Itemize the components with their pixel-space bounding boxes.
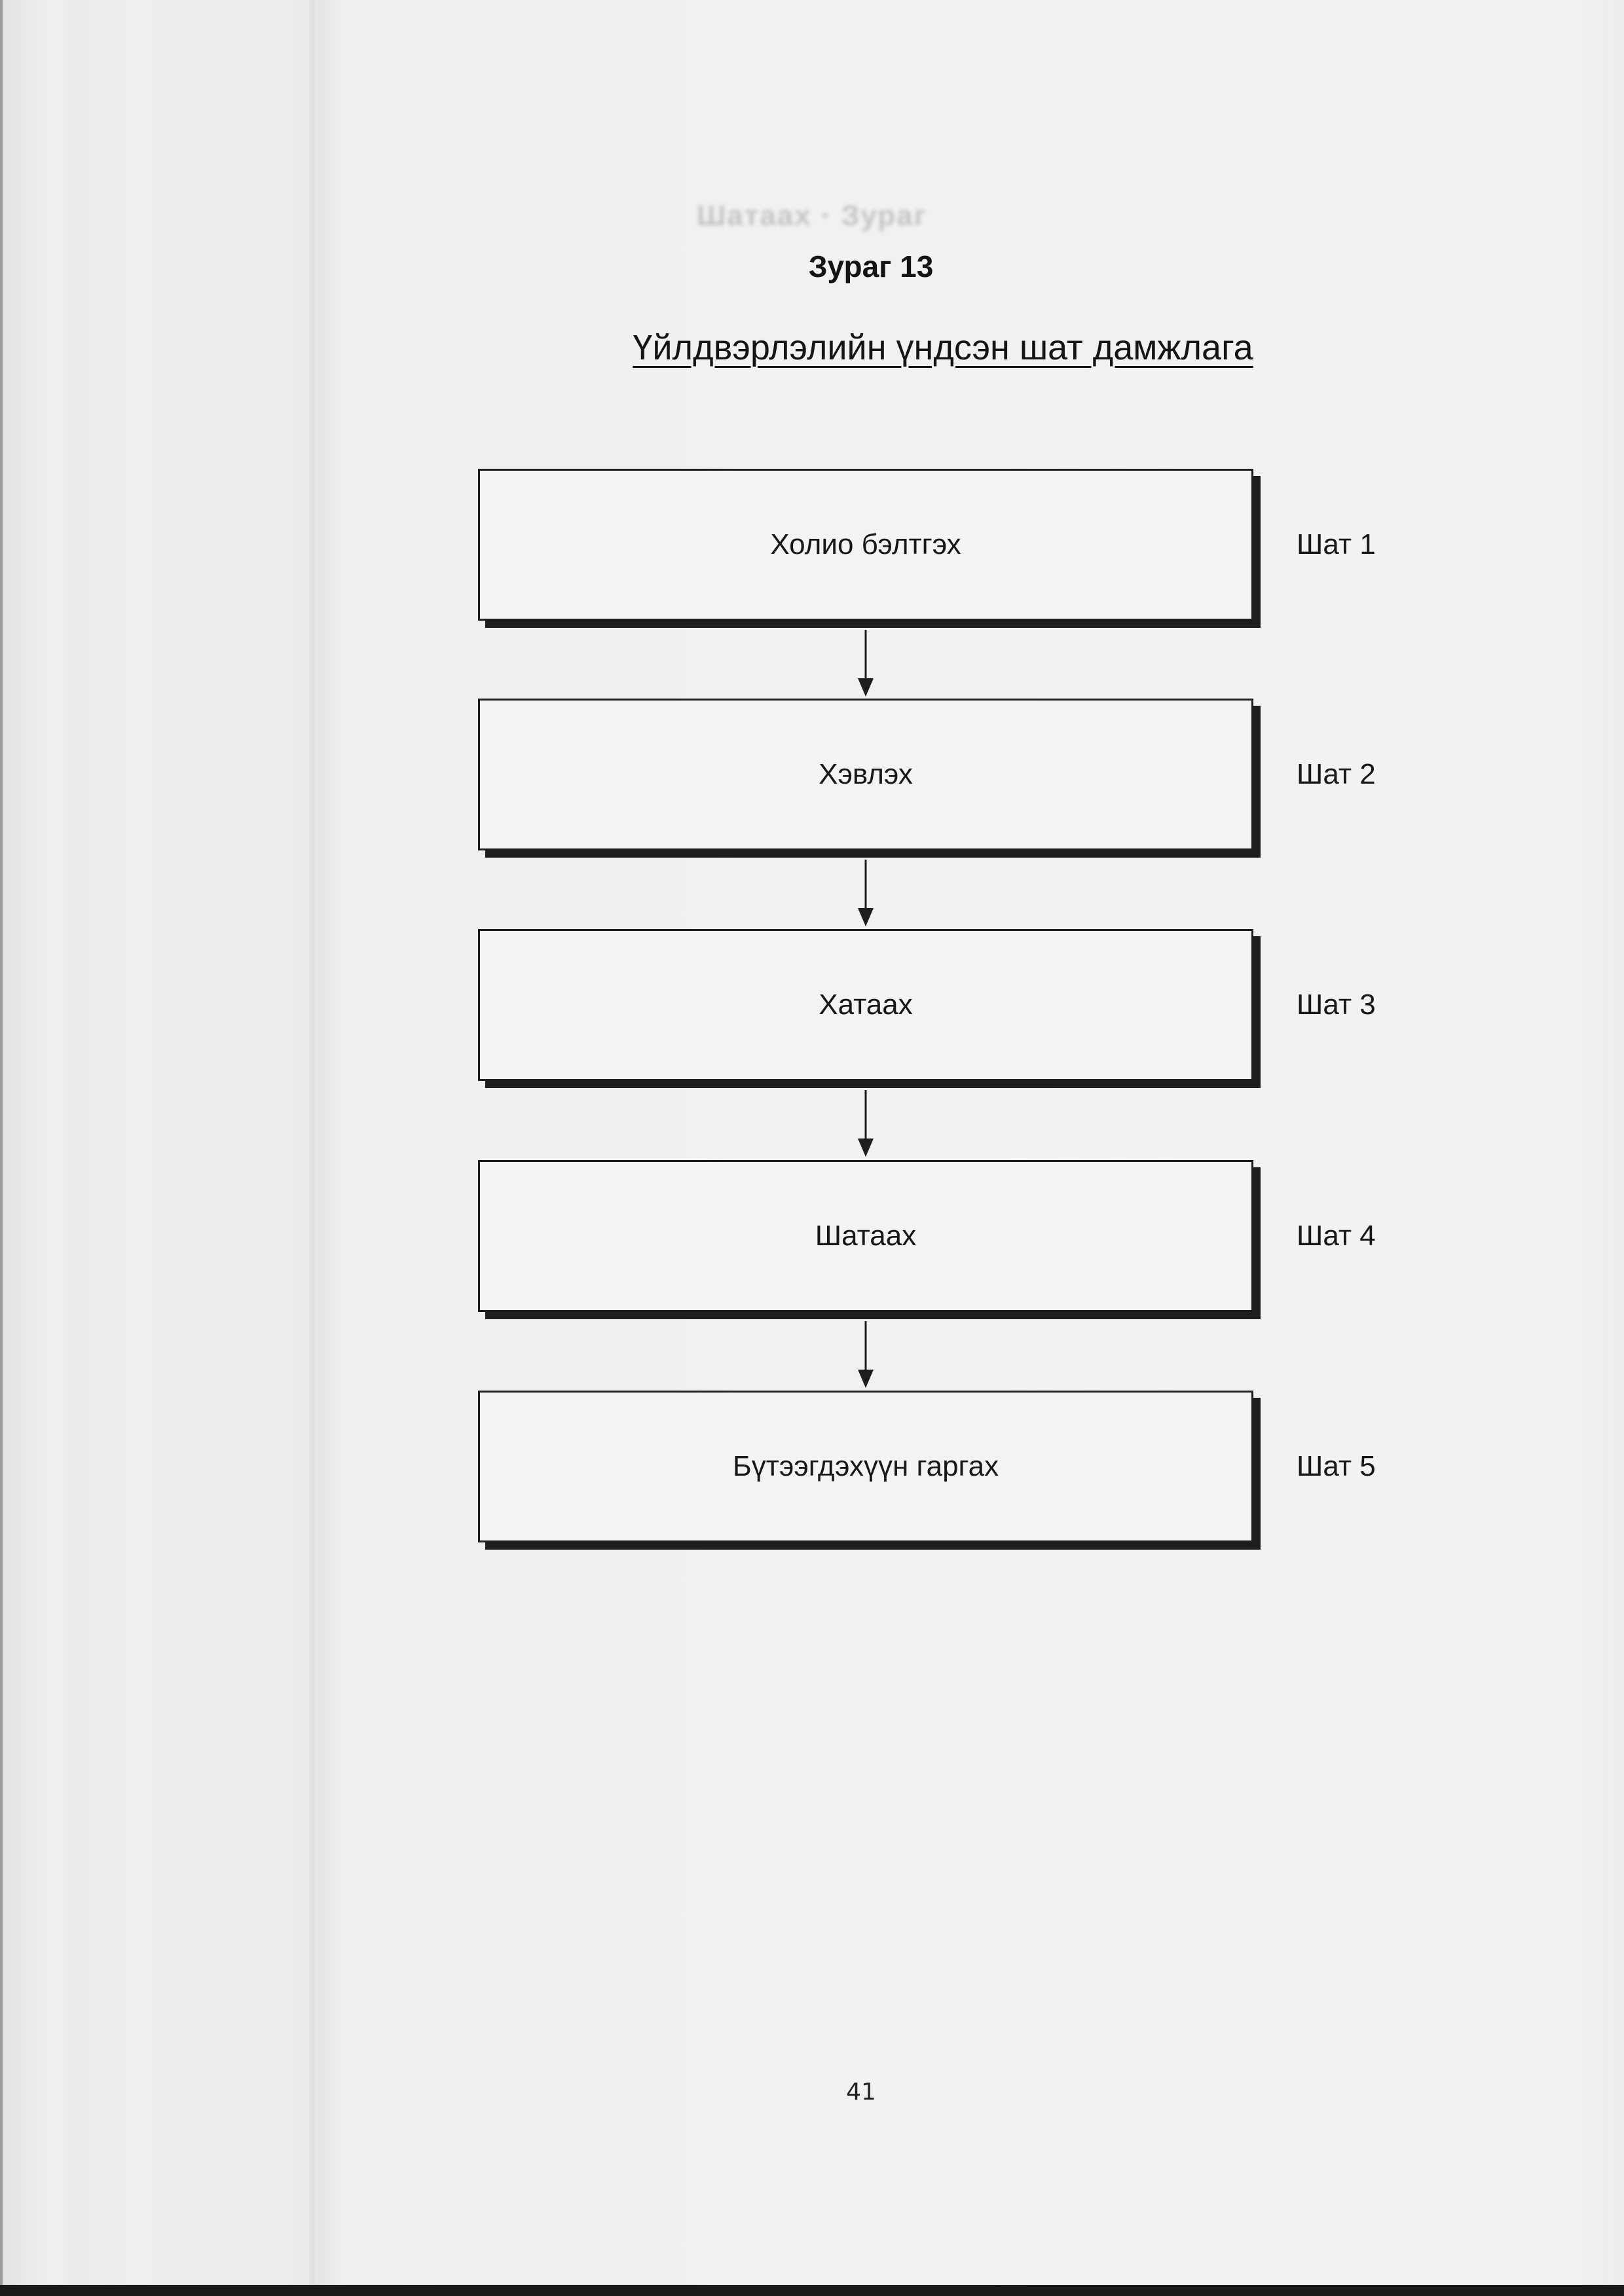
figure-label: Зураг 13 bbox=[808, 249, 934, 283]
step-box-3 bbox=[478, 929, 1253, 1081]
step-stage-5: Шат 5 bbox=[1297, 1450, 1376, 1482]
page-number: 41 bbox=[846, 2079, 876, 2105]
arrow-down-icon bbox=[857, 860, 875, 928]
step-box-4 bbox=[478, 1160, 1253, 1312]
arrow-down-icon bbox=[857, 630, 875, 698]
arrow-2-to-3 bbox=[857, 860, 875, 928]
bleed-through-text: Шатаах · Зураг bbox=[697, 200, 927, 232]
step-stage-2: Шат 2 bbox=[1297, 758, 1376, 790]
step-box-2 bbox=[478, 699, 1253, 850]
scan-bottom-edge bbox=[0, 2285, 1624, 2296]
figure-title-text: Үйлдвэрлэлийн үндсэн шат дамжлага bbox=[633, 328, 1253, 367]
step-name-3: Хатаах bbox=[819, 989, 913, 1021]
step-stage-4: Шат 4 bbox=[1297, 1220, 1376, 1252]
step-name-4: Шатаах bbox=[815, 1220, 917, 1252]
arrow-3-to-4 bbox=[857, 1090, 875, 1158]
arrow-down-icon bbox=[857, 1090, 875, 1158]
step-box-1 bbox=[478, 469, 1253, 621]
step-name-1: Холио бэлтгэх bbox=[770, 528, 961, 560]
arrow-4-to-5 bbox=[857, 1321, 875, 1389]
step-name-5: Бүтээгдэхүүн гаргах bbox=[732, 1450, 999, 1482]
step-stage-1: Шат 1 bbox=[1297, 528, 1376, 560]
arrow-1-to-2 bbox=[857, 630, 875, 698]
step-stage-3: Шат 3 bbox=[1297, 989, 1376, 1021]
arrow-down-icon bbox=[857, 1321, 875, 1389]
step-box-5 bbox=[478, 1391, 1253, 1542]
step-name-2: Хэвлэх bbox=[819, 758, 913, 790]
